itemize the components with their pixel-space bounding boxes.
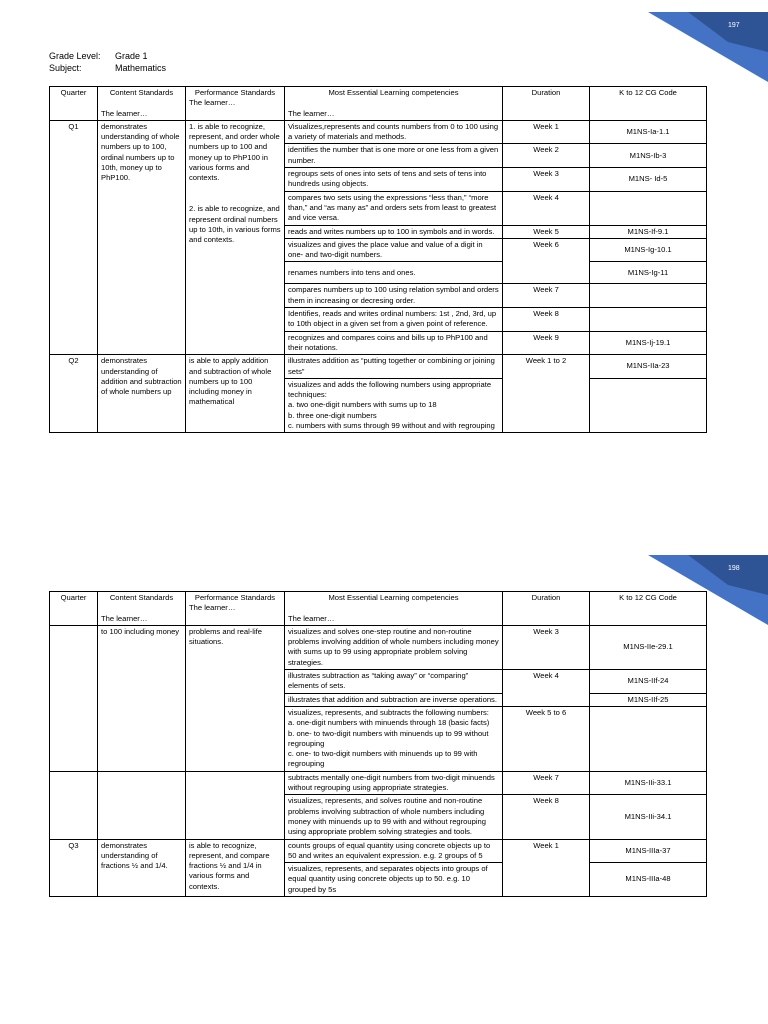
- quarter-cell: Q2: [50, 355, 98, 433]
- code-cell: M1NS-IIi-33.1: [590, 771, 707, 795]
- header-melc: Most Essential Learning competencies The learner…: [285, 592, 503, 626]
- duration-cell: Week 4: [503, 670, 590, 707]
- melc-cell: illustrates addition as “putting together or combining or joining sets”: [285, 355, 503, 379]
- performance-standard-cell: 1. is able to recognize, represent, and order whole numbers up to 100 and money up to PhP100 in various forms and contexts. 2. is able to recognize, and represent ordinal numbers up to 10th, in various forms and contexts.: [186, 120, 285, 354]
- melc-cell: compares numbers up to 100 using relation symbol and orders them in increasing or decresing order.: [285, 284, 503, 308]
- quarter-cell: [50, 625, 98, 771]
- page-number: 198: [728, 565, 740, 572]
- header-content-standards: Content Standards The learner…: [98, 592, 186, 626]
- code-cell: M1NS-IIa-23: [590, 355, 707, 379]
- table-header-row: [50, 87, 707, 121]
- melc-cell: recognizes and compares coins and bills up to PhP100 and their notations.: [285, 331, 503, 355]
- melc-cell: visualizes, represents, and solves routine and non-routine problems involving subtraction of whole numbers including money with minuends up to 99 with and without regrouping using appropriate problem solving strategies and tools.: [285, 795, 503, 839]
- subject-label: Subject:: [49, 63, 82, 73]
- duration-cell: Week 2: [503, 144, 590, 168]
- duration-cell: Week 4: [503, 191, 590, 225]
- melc-cell: renames numbers into tens and ones.: [285, 262, 503, 284]
- duration-cell: Week 5: [503, 225, 590, 238]
- performance-standard-cell: is able to recognize, represent, and compare fractions ½ and 1/4 in various forms and contexts.: [186, 839, 285, 896]
- performance-standard-cell: [186, 771, 285, 839]
- quarter-cell: Q1: [50, 120, 98, 354]
- content-standard-cell: [98, 771, 186, 839]
- duration-cell: Week 1 to 2: [503, 355, 590, 433]
- code-cell: [590, 378, 707, 432]
- code-cell: M1NS-IIe-29.1: [590, 625, 707, 669]
- header-duration: Duration: [503, 87, 590, 121]
- table-row: [50, 120, 707, 144]
- melc-cell: illustrates subtraction as “taking away” or “comparing” elements of sets.: [285, 670, 503, 694]
- code-cell: M1NS-IIi-34.1: [590, 795, 707, 839]
- quarter-cell: [50, 771, 98, 839]
- grade-level-label: Grade Level:: [49, 51, 101, 61]
- melc-cell: Identifies, reads and writes ordinal numbers: 1st , 2nd, 3rd, up to 10th object in a given set from a given point of reference.: [285, 308, 503, 332]
- grade-level-value: Grade 1: [115, 51, 148, 61]
- content-standard-cell: demonstrates understanding of fractions ½ and 1/4.: [98, 839, 186, 896]
- header-content-standards: Content Standards The learner…: [98, 87, 186, 121]
- code-cell: [590, 284, 707, 308]
- code-cell: M1NS-Ib-3: [590, 144, 707, 168]
- table-row: [50, 839, 707, 863]
- melc-cell: identifies the number that is one more or one less from a given number.: [285, 144, 503, 168]
- code-cell: M1NS-Ig-11: [590, 262, 707, 284]
- code-cell: M1NS-Ij-19.1: [590, 331, 707, 355]
- melc-cell: illustrates that addition and subtraction are inverse operations.: [285, 693, 503, 706]
- header-quarter: Quarter: [50, 592, 98, 626]
- code-cell: M1NS-If-9.1: [590, 225, 707, 238]
- code-cell: M1NS-IIIa-37: [590, 839, 707, 863]
- melc-cell: compares two sets using the expressions “less than,” “more than,” and “as many as” and orders sets from least to greatest and vice versa.: [285, 191, 503, 225]
- header-duration: Duration: [503, 592, 590, 626]
- duration-cell: Week 6: [503, 238, 590, 284]
- header-code: K to 12 CG Code: [590, 592, 707, 626]
- melc-cell: visualizes, represents, and separates objects into groups of equal quantity using concrete objects up to 50. e.g. 10 grouped by 5s: [285, 863, 503, 897]
- page-number: 197: [728, 22, 740, 29]
- melc-cell: regroups sets of ones into sets of tens and sets of tens into hundreds using objects.: [285, 168, 503, 192]
- melc-cell: visualizes and gives the place value and value of a digit in one- and two-digit numbers.: [285, 238, 503, 262]
- duration-cell: Week 9: [503, 331, 590, 355]
- code-cell: M1NS- Id-5: [590, 168, 707, 192]
- melc-cell: subtracts mentally one-digit numbers from two-digit minuends without regrouping using appropriate strategies.: [285, 771, 503, 795]
- code-cell: M1NS-Ia-1.1: [590, 120, 707, 144]
- code-cell: M1NS-IIIa-48: [590, 863, 707, 897]
- duration-cell: Week 1: [503, 120, 590, 144]
- table-header-row: [50, 592, 707, 626]
- performance-standard-cell: is able to apply addition and subtraction of whole numbers up to 100 including money in mathematical: [186, 355, 285, 433]
- melc-table-page-198: [49, 591, 707, 897]
- header-performance-standards: Performance Standards The learner…: [186, 592, 285, 626]
- melc-cell: reads and writes numbers up to 100 in symbols and in words.: [285, 225, 503, 238]
- melc-cell: visualizes, represents, and subtracts the following numbers: a. one-digit numbers with minuends through 18 (basic facts) b. one- to two-digit numbers with minuends up to 99 without regrouping c. one- to two-digit numbers with minuends up to 99 with regrouping: [285, 706, 503, 771]
- table-row: [50, 771, 707, 795]
- duration-cell: Week 8: [503, 308, 590, 332]
- duration-cell: Week 3: [503, 168, 590, 192]
- subject-value: Mathematics: [115, 63, 167, 73]
- melc-cell: visualizes and solves one-step routine and non-routine problems involving addition of whole numbers including money with sums up to 99 using appropriate problem solving strategies.: [285, 625, 503, 669]
- document-meta: [49, 50, 166, 74]
- code-cell: [590, 706, 707, 771]
- duration-cell: Week 7: [503, 771, 590, 795]
- duration-cell: Week 1: [503, 839, 590, 896]
- code-cell: M1NS-Ig-10.1: [590, 238, 707, 262]
- content-standard-cell: to 100 including money: [98, 625, 186, 771]
- content-standard-cell: demonstrates understanding of addition and subtraction of whole numbers up: [98, 355, 186, 433]
- code-cell: M1NS-IIf-25: [590, 693, 707, 706]
- duration-cell: Week 3: [503, 625, 590, 669]
- melc-cell: Visualizes,represents and counts numbers from 0 to 100 using a variety of materials and methods.: [285, 120, 503, 144]
- header-quarter: Quarter: [50, 87, 98, 121]
- melc-table-page-197: [49, 86, 707, 433]
- duration-cell: Week 7: [503, 284, 590, 308]
- quarter-cell: Q3: [50, 839, 98, 896]
- header-melc: Most Essential Learning competencies The learner…: [285, 87, 503, 121]
- header-code: K to 12 CG Code: [590, 87, 707, 121]
- duration-cell: Week 5 to 6: [503, 706, 590, 771]
- code-cell: M1NS-IIf-24: [590, 670, 707, 694]
- table-row: [50, 355, 707, 379]
- code-cell: [590, 308, 707, 332]
- table-row: [50, 625, 707, 669]
- duration-cell: Week 8: [503, 795, 590, 839]
- page-corner-ribbon-icon: [648, 12, 768, 82]
- performance-standard-cell: problems and real-life situations.: [186, 625, 285, 771]
- code-cell: [590, 191, 707, 225]
- melc-cell: counts groups of equal quantity using concrete objects up to 50 and writes an equivalent expression. e.g. 2 groups of 5: [285, 839, 503, 863]
- header-performance-standards: Performance Standards The learner…: [186, 87, 285, 121]
- content-standard-cell: demonstrates understanding of whole numbers up to 100, ordinal numbers up to 10th, money up to PhP100.: [98, 120, 186, 354]
- melc-cell: visualizes and adds the following numbers using appropriate techniques: a. two one-digit numbers with sums up to 18 b. three one-digit numbers c. numbers with sums through 99 without and with regrouping: [285, 378, 503, 432]
